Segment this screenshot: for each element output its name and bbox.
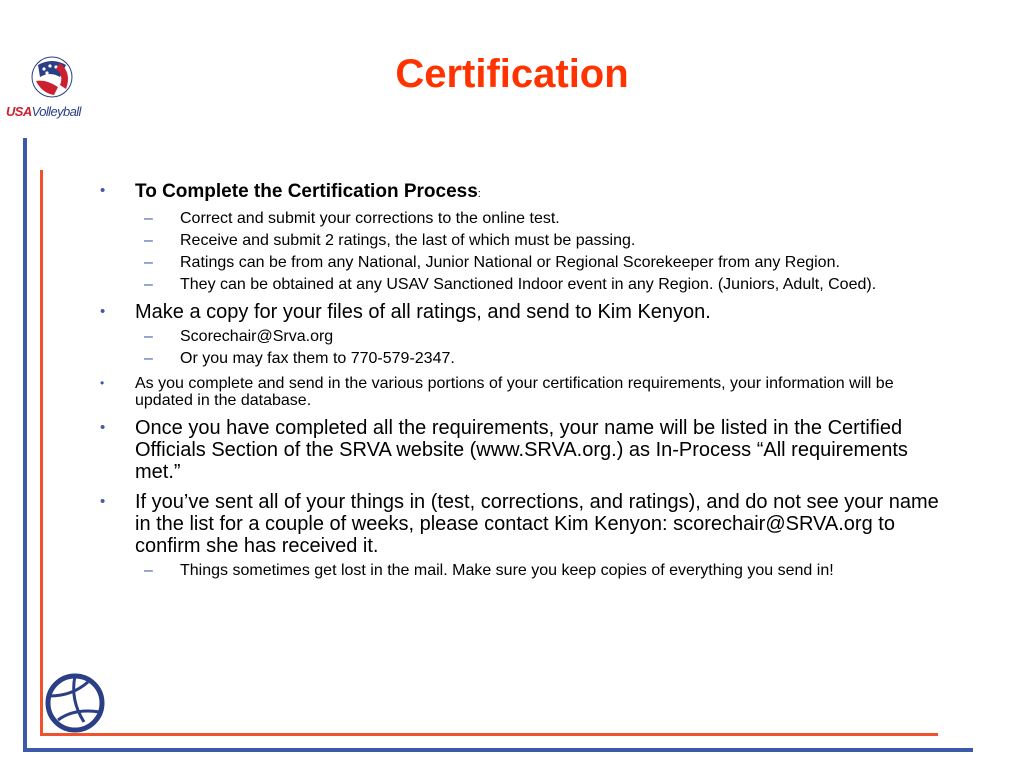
sub-bullet-item bbox=[96, 254, 946, 271]
logo-volleyball-text: Volleyball bbox=[31, 104, 81, 119]
heading-colon: : bbox=[477, 188, 481, 200]
sub-bullet-text: Things sometimes get lost in the mail. Make sure you keep copies of everything you send in! bbox=[180, 562, 834, 579]
bullet-dot: • bbox=[100, 376, 105, 390]
usa-volleyball-logo bbox=[6, 55, 90, 125]
bullet-heading: To Complete the Certification Process bbox=[135, 181, 478, 202]
sub-bullet-item bbox=[96, 562, 946, 579]
sub-bullet-dash: – bbox=[144, 232, 153, 249]
bullet-text: If you’ve sent all of your things in (test, corrections, and ratings), and do not see your name in the list for a couple of weeks, please contact Kim Kenyon: scorechair@SRVA.org to confirm she has received it. bbox=[135, 491, 939, 557]
bullet-text: Make a copy for your files of all ratings, and send to Kim Kenyon. bbox=[135, 301, 711, 323]
sub-bullet-item bbox=[96, 350, 946, 367]
sub-bullet-item bbox=[96, 210, 946, 227]
sub-bullet-text: Or you may fax them to 770-579-2347. bbox=[180, 350, 455, 367]
bullet-text: As you complete and send in the various portions of your certification requirements, your information will be updated in the database. bbox=[135, 375, 894, 409]
sub-bullet-dash: – bbox=[144, 276, 153, 293]
bullet-item bbox=[96, 375, 946, 409]
bottom-red-rule bbox=[40, 733, 938, 736]
sub-bullet-dash: – bbox=[144, 562, 153, 579]
bullet-dot: • bbox=[100, 182, 106, 199]
bottom-blue-rule bbox=[23, 748, 973, 752]
bullet-dot: • bbox=[100, 419, 106, 436]
sub-bullet-text: Scorechair@Srva.org bbox=[180, 328, 334, 345]
sub-bullet-text: Receive and submit 2 ratings, the last of which must be passing. bbox=[180, 232, 636, 249]
sub-bullet-text: Ratings can be from any National, Junior National or Regional Scorekeeper from any Region. bbox=[180, 254, 840, 271]
bullet-item bbox=[96, 417, 946, 483]
sub-list bbox=[96, 562, 946, 579]
sub-list bbox=[96, 210, 946, 293]
bullet-item bbox=[96, 180, 946, 205]
sub-bullet-item bbox=[96, 276, 946, 293]
sub-bullet-dash: – bbox=[144, 350, 153, 367]
left-blue-rule bbox=[23, 138, 27, 751]
bullet-item bbox=[96, 301, 946, 323]
bullet-text: Once you have completed all the requirements, your name will be listed in the Certified Officials Section of the SRVA website (www.SRVA.org.) as In-Process “All requirements met.” bbox=[135, 417, 908, 483]
sub-bullet-item bbox=[96, 232, 946, 249]
sub-bullet-text: They can be obtained at any USAV Sanctioned Indoor event in any Region. (Juniors, Adult, Coed). bbox=[180, 276, 877, 293]
bullet-dot: • bbox=[100, 303, 106, 320]
sub-bullet-text: Correct and submit your corrections to the online test. bbox=[180, 210, 560, 227]
volleyball-icon bbox=[44, 672, 106, 734]
sub-bullet-item bbox=[96, 328, 946, 345]
sub-bullet-dash: – bbox=[144, 210, 153, 227]
sub-bullet-dash: – bbox=[144, 328, 153, 345]
bullet-list bbox=[96, 180, 946, 587]
bullet-item bbox=[96, 491, 946, 557]
logo-usa-text: USA bbox=[6, 104, 32, 119]
sub-list bbox=[96, 328, 946, 367]
sub-bullet-dash: – bbox=[144, 254, 153, 271]
bullet-dot: • bbox=[100, 493, 106, 510]
left-red-rule bbox=[40, 170, 43, 736]
volleyball-flag-icon bbox=[30, 55, 74, 99]
slide-title: Certification bbox=[395, 52, 629, 96]
